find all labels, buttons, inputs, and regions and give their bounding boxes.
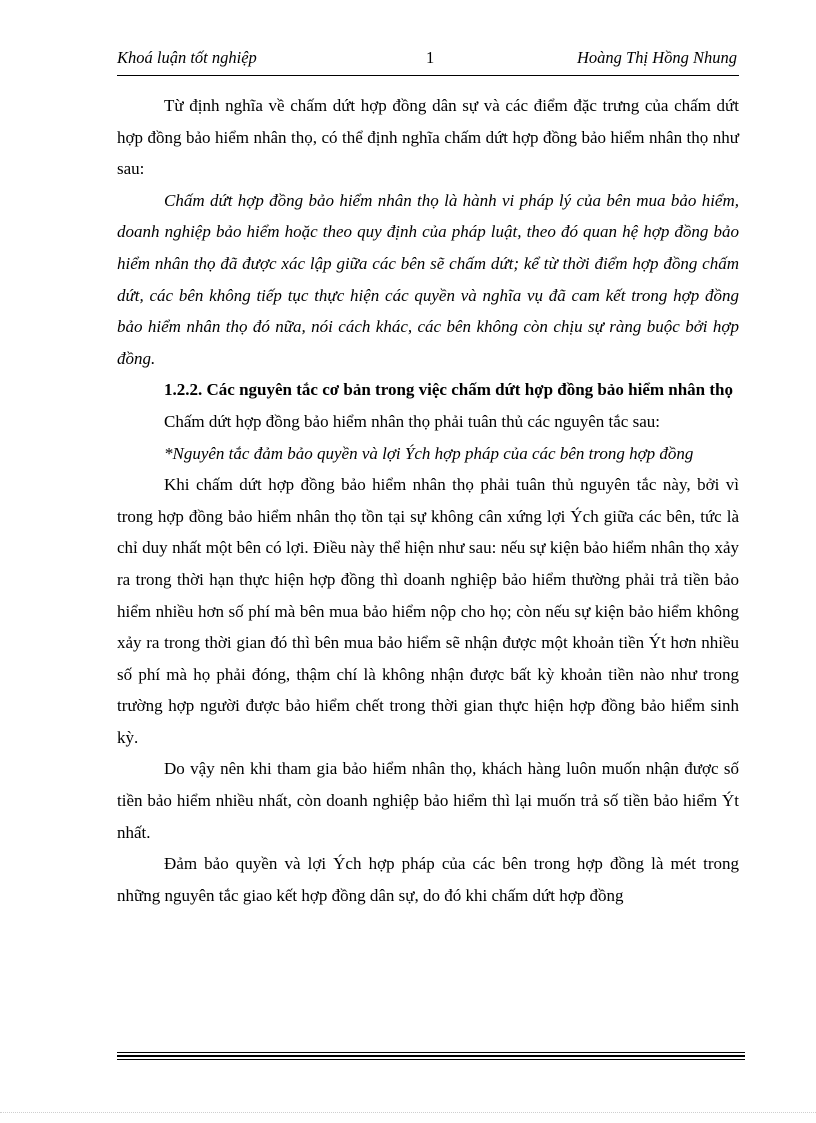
footer-rule-bottom [117, 1059, 745, 1060]
page-bottom-dotted-line [0, 1112, 816, 1113]
paragraph-principle-explanation: Khi chấm dứt hợp đồng bảo hiểm nhân thọ phải tuân thủ nguyên tắc này, bởi vì trong hợp đồng bảo hiểm nhân thọ tồn tại sự không cân xứng lợi Ých giữa các bên, tức là chỉ duy nhất một bên có lợi. Điều này thể hiện như sau: nếu sự kiện bảo hiểm nhân thọ xảy ra trong thời hạn thực hiện hợp đồng thì doanh nghiệp bảo hiểm thường phải trả tiền bảo hiểm nhiều hơn số phí mà bên mua bảo hiểm nộp cho họ; còn nếu sự kiện bảo hiểm không xảy ra trong thời gian đó thì bên mua bảo hiểm sẽ nhận được một khoản tiền Ýt hơn nhiều số phí mà họ phải đóng, thậm chí là không nhận được bất kỳ khoản tiền nào như trong trường hợp người được bảo hiểm chết trong thời gian thực hiện hợp đồng bảo hiểm sinh kỳ. [117, 475, 739, 747]
footer-rule-top [117, 1052, 745, 1053]
paragraph-intro: Từ định nghĩa về chấm dứt hợp đồng dân sự và các điểm đặc trưng của chấm dứt hợp đồng bảo hiểm nhân thọ, có thể định nghĩa chấm dứt hợp đồng bảo hiểm nhân thọ như sau: [117, 96, 739, 179]
header-thesis-label: Khoá luận tốt nghiệp [117, 48, 257, 67]
header-author-name: Hoàng Thị Hồng Nhung [577, 48, 737, 67]
page-header [117, 48, 737, 74]
paragraph-customer-interest: Do vậy nên khi tham gia bảo hiểm nhân thọ, khách hàng luôn muốn nhận được số tiền bảo hiểm nhiều nhất, còn doanh nghiệp bảo hiểm thì lại muốn trả số tiền bảo hiểm Ýt nhất. [117, 759, 739, 842]
footer-rule-middle [117, 1055, 745, 1057]
paragraph-civil-contract: Đảm bảo quyền và lợi Ých hợp pháp của các bên trong hợp đồng là mét trong những nguyên tắc giao kết hợp đồng dân sự, do đó khi chấm dứt hợp đồng [117, 854, 739, 905]
header-page-number: 1 [426, 48, 435, 67]
header-rule [117, 75, 739, 76]
paragraph-principles-intro: Chấm dứt hợp đồng bảo hiểm nhân thọ phải tuân thủ các nguyên tắc sau: [164, 411, 660, 431]
principle-heading: *Nguyên tắc đảm bảo quyền và lợi Ých hợp pháp của các bên trong hợp đồng [164, 443, 694, 463]
paragraph-definition: Chấm dứt hợp đồng bảo hiểm nhân thọ là hành vi pháp lý của bên mua bảo hiểm, doanh nghiệp bảo hiểm hoặc theo quy định của pháp luật, theo đó quan hệ hợp đồng bảo hiểm nhân thọ đã được xác lập giữa các bên sẽ chấm dứt; kể từ thời điểm hợp đồng chấm dứt, các bên không tiếp tục thực hiện các quyền và nghĩa vụ đã cam kết trong hợp đồng bảo hiểm nhân thọ đó nữa, nói cách khác, các bên không còn chịu sự ràng buộc bởi hợp đồng. [117, 190, 739, 368]
section-heading: 1.2.2. Các nguyên tắc cơ bản trong việc chấm dứt hợp đồng bảo hiểm nhân thọ [164, 380, 734, 400]
document-body [117, 90, 739, 911]
